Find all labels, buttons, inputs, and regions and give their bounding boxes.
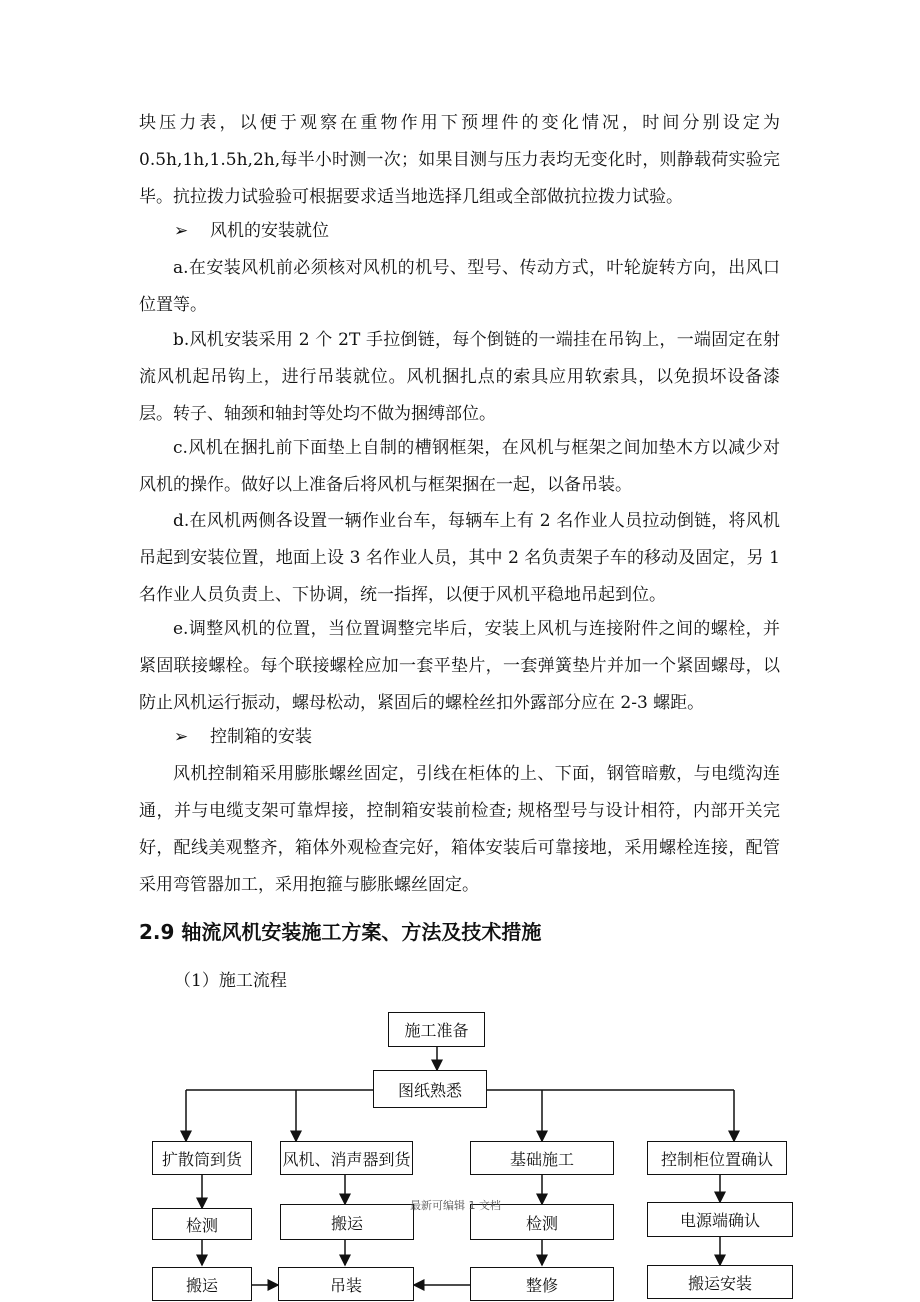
bullet-label: 风机的安装就位	[210, 221, 329, 241]
flow-box-inspect-1: 检测	[152, 1208, 252, 1240]
arrow-bullet-icon: ➢	[174, 727, 189, 747]
flow-box-carry: 搬运	[152, 1267, 252, 1301]
flow-box-diffuser: 扩散筒到货	[152, 1141, 252, 1175]
flow-box-carry-install: 搬运安装	[647, 1265, 793, 1299]
flow-box-prep: 施工准备	[388, 1012, 485, 1047]
bullet-label: 控制箱的安装	[210, 727, 312, 747]
paragraph-e: e.调整风机的位置，当位置调整完毕后，安装上风机与连接附件之间的螺栓，并紧固联接螺栓。每个联接螺栓应加一套平垫片，一套弹簧垫片并加一个紧固螺母，以防止风机运行振动，螺母松动，紧固后的螺栓丝扣外露部分应在 2-3 螺距。	[139, 619, 780, 713]
flow-box-fan: 风机、消声器到货	[280, 1141, 413, 1175]
flow-box-cabinet: 控制柜位置确认	[647, 1141, 787, 1175]
flow-box-foundation: 基础施工	[470, 1141, 614, 1175]
page-footer: 最新可编辑 1 文档	[410, 1199, 501, 1212]
paragraph-a: a.在安装风机前必须核对风机的机号、型号、传动方式，叶轮旋转方向，出风口位置等。	[139, 258, 780, 315]
paragraph-pressure-test: 块压力表，以便于观察在重物作用下预埋件的变化情况，时间分别设定为0.5h,1h,1.5h,2h,每半小时测一次；如果目测与压力表均无变化时，则静载荷实验完毕。抗拉拨力试验验可根据要求适当地选择几组或全部做抗拉拨力试验。	[139, 113, 780, 207]
flow-box-inspect-2: 检测	[470, 1204, 614, 1240]
flow-box-transport-1: 搬运	[280, 1204, 414, 1240]
flow-box-power: 电源端确认	[647, 1202, 793, 1237]
paragraph-c: c.风机在捆扎前下面垫上自制的槽钢框架，在风机与框架之间加垫木方以减少对风机的操作。做好以上准备后将风机与框架捆在一起，以备吊装。	[139, 438, 780, 495]
flow-box-repair: 整修	[470, 1267, 614, 1301]
flow-box-drawings: 图纸熟悉	[373, 1070, 487, 1108]
paragraph-d: d.在风机两侧各设置一辆作业台车，每辆车上有 2 名作业人员拉动倒链，将风机吊起到安装位置，地面上设 3 名作业人员，其中 2 名负责架子车的移动及固定，另 1 名作业人员负责上、下协调，统一指挥，以便于风机平稳地吊起到位。	[139, 511, 780, 605]
paragraph-b: b.风机安装采用 2 个 2T 手拉倒链，每个倒链的一端挂在吊钩上，一端固定在射流风机起吊钩上，进行吊装就位。风机捆扎点的索具应用软索具，以免损坏设备漆层。转子、轴颈和轴封等处均不做为捆缚部位。	[139, 330, 780, 424]
subheading-flow: （1）施工流程	[174, 971, 287, 991]
paragraph-control-box: 风机控制箱采用膨胀螺丝固定，引线在柜体的上、下面，钢管暗敷，与电缆沟连通，并与电缆支架可靠焊接，控制箱安装前检查; 规格型号与设计相符，内部开关完好，配线美观整齐，箱体外观检查完好，箱体安装后可靠接地，采用螺栓连接，配管采用弯管器加工，采用抱箍与膨胀螺丝固定。	[139, 764, 780, 895]
flow-box-hoist: 吊装	[278, 1267, 414, 1301]
arrow-bullet-icon: ➢	[174, 221, 189, 241]
section-heading: 2.9 轴流风机安装施工方案、方法及技术措施	[139, 920, 542, 944]
